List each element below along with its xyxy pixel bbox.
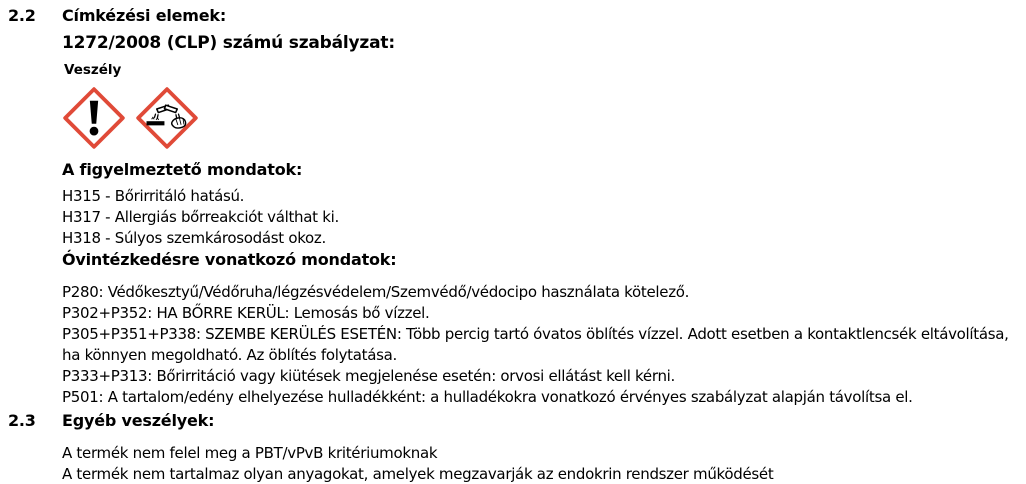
section-2-3-content — [62, 443, 1020, 484]
section-2-3-title: Egyéb veszélyek: — [62, 411, 215, 430]
ghs07-exclamation-icon — [62, 86, 126, 150]
section-2-2-heading — [0, 0, 1026, 25]
section-2-2-content — [62, 33, 1020, 408]
precaution-statement-p501: P501: A tartalom/edény elhelyezése hulladékként: a hulladékokra vonatkozó érvényes szabályzat alapján távolítsa el. — [62, 388, 913, 406]
other-hazard-endocrine: A termék nem tartalmaz olyan anyagokat, amelyek megzavarják az endokrin rendszer működését — [62, 465, 774, 483]
hazard-statements-list — [62, 186, 1020, 249]
ghs05-corrosion-icon — [135, 86, 199, 150]
precaution-statement-p333: P333+P313: Bőrirritáció vagy kiütések megjelenése esetén: orvosi ellátást kell kérni. — [62, 367, 675, 385]
precaution-statements-heading: Óvintézkedésre vonatkozó mondatok: — [62, 250, 397, 269]
hazard-statements-heading: A figyelmeztető mondatok: — [62, 160, 303, 179]
precaution-statement-p280: P280: Védőkesztyű/Védőruha/légzésvédelem/Szemvédő/védocipo használata kötelező. — [62, 283, 690, 301]
hazard-statement-h315: H315 - Bőrirritáló hatású. — [62, 187, 245, 205]
hazard-statement-h318: H318 - Súlyos szemkárosodást okoz. — [62, 229, 326, 247]
clp-regulation-heading: 1272/2008 (CLP) számú szabályzat: — [62, 33, 395, 53]
signal-word: Veszély — [64, 62, 122, 78]
precaution-statement-p305: P305+P351+P338: SZEMBE KERÜLÉS ESETÉN: Több percig tartó óvatos öblítés vízzel. Adott esetben a kontaktlencsék eltávolítása, ha könnyen megoldható. Az öblítés folytatása. — [62, 325, 1009, 364]
section-2-3-heading — [0, 411, 1026, 430]
other-hazards-list — [62, 443, 1020, 484]
section-2-3-number: 2.3 — [8, 411, 36, 430]
precaution-statement-p302: P302+P352: HA BŐRRE KERÜL: Lemosás bő vízzel. — [62, 304, 430, 322]
precaution-statements-list — [62, 282, 1020, 408]
ghs-pictograms — [62, 86, 1020, 150]
section-2-2-number: 2.2 — [8, 6, 36, 25]
other-hazard-pbt: A termék nem felel meg a PBT/vPvB kritériumoknak — [62, 444, 438, 462]
hazard-statement-h317: H317 - Allergiás bőrreakciót válthat ki. — [62, 208, 339, 226]
section-2-2-title: Címkézési elemek: — [62, 6, 227, 25]
